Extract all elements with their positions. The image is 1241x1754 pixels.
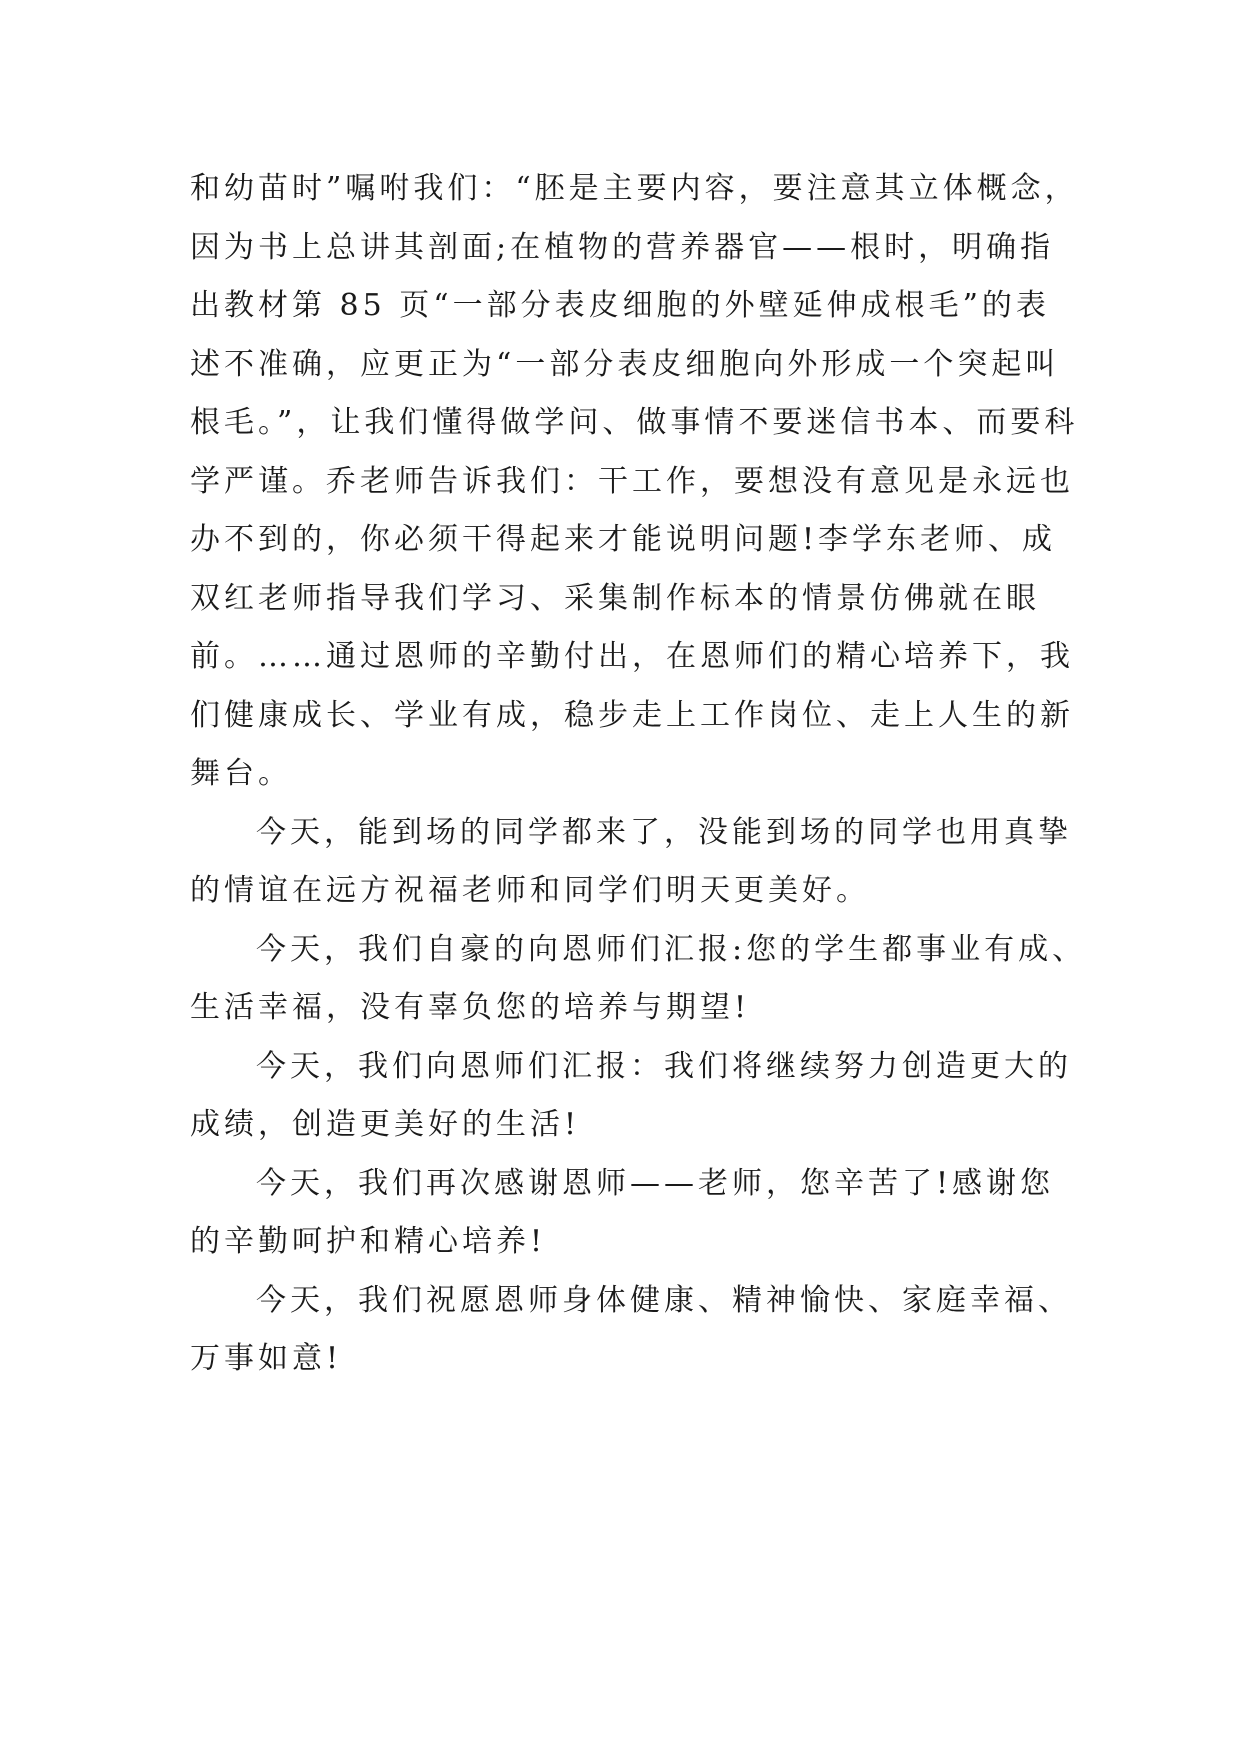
paragraph-start-line: 今天，能到场的同学都来了，没能到场的同学也用真挚 [256,814,1072,850]
text-line: 的辛勤呵护和精心培养! [190,1224,547,1259]
text-line: 成绩，创造更美好的生活! [190,1107,581,1142]
body-text [190,160,1087,1389]
text-line: 的情谊在远方祝福老师和同学们明天更美好。 [190,873,870,908]
text-line: 办不到的，你必须干得起来才能说明问题!李学东老师、成 [190,522,1057,557]
text-line: 述不准确，应更正为“一部分表皮细胞向外形成一个突起叫 [190,346,1060,382]
paragraph-start-line: 今天，我们自豪的向恩师们汇报:您的学生都事业有成、 [256,931,1087,967]
text-line: 和幼苗时”嘱咐我们：“胚是主要内容，要注意其立体概念， [190,171,1079,206]
paragraph-start-line: 今天，我们向恩师们汇报：我们将继续努力创造更大的 [256,1048,1072,1084]
text-line: 双红老师指导我们学习、采集制作标本的情景仿佛就在眼 [190,580,1040,616]
text-line: 们健康成长、学业有成，稳步走上工作岗位、走上人生的新 [190,697,1074,733]
text-line: 因为书上总讲其剖面;在植物的营养器官——根时，明确指 [190,229,1055,265]
text-line: 学严谨。乔老师告诉我们：干工作，要想没有意见是永远也 [190,463,1074,499]
paragraph-start-line: 今天，我们再次感谢恩师——老师，您辛苦了!感谢您 [256,1165,1055,1201]
text-line: 生活幸福，没有辜负您的培养与期望! [190,990,751,1025]
text-line: 万事如意! [190,1341,343,1376]
text-line: 出教材第 85 页“一部分表皮细胞的外壁延伸成根毛”的表 [190,288,1050,323]
paragraph-start-line: 今天，我们祝愿恩师身体健康、精神愉快、家庭幸福、 [256,1282,1072,1318]
text-line: 舞台。 [190,756,292,791]
text-line: 前。……通过恩师的辛勤付出，在恩师们的精心培养下，我 [190,639,1074,674]
text-line: 根毛。”，让我们懂得做学问、做事情不要迷信书本、而要科 [190,405,1079,440]
